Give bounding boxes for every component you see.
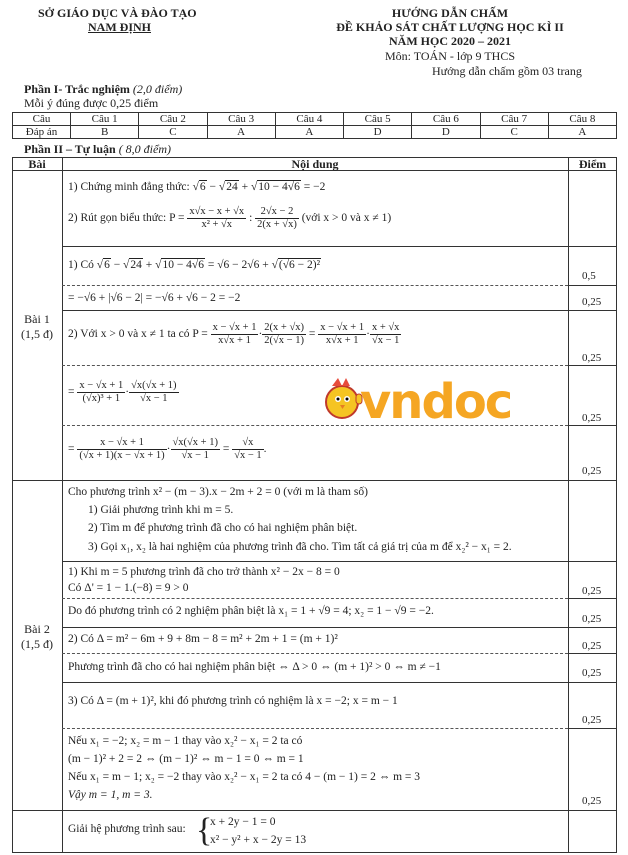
- divider: [62, 598, 568, 599]
- score: 0,25: [582, 296, 602, 308]
- bai2-s1c: Do đó phương trình có 2 nghiệm phân biệt là x₁ = 1 + √9 = 4; x₂ = 1 − √9 = −2.: [68, 605, 434, 617]
- divider: [568, 653, 617, 654]
- col-header-score: Điểm: [578, 157, 607, 171]
- answer-cell: B: [71, 126, 139, 139]
- bai2-s3c: (m − 1)² + 2 = 2 ⇔ (m − 1)² ⇔ m − 1 = 0 ⇔ m = 1: [68, 753, 304, 765]
- question-cell: Câu 5: [344, 113, 412, 126]
- divider: [62, 365, 568, 366]
- bai1-q2: 2) Rút gọn biểu thức: P = $\frac{x√x - x + √x}{\text{x² + √x}}$ : $\frac{2√x - 2}{2(x + √x)}$ (với x > 0 và x ≠ 1): [68, 206, 392, 230]
- divider: [62, 246, 617, 247]
- part2-heading: [24, 142, 171, 157]
- divider: [568, 365, 617, 366]
- bai1-q2-condition: (với x > 0 và x ≠ 1): [301, 212, 392, 225]
- divider: [62, 561, 617, 562]
- question-cell: Câu 6: [412, 113, 480, 126]
- part1-title: Phần I- Trắc nghiệm: [24, 82, 130, 96]
- answer-table-question-row: [13, 113, 617, 126]
- answer-cell: D: [344, 126, 412, 139]
- part1-points: (2,0 điểm): [132, 82, 183, 96]
- bai1-s2: 2) Với x > 0 và x ≠ 1 ta có P = $\frac{x - √x + 1}{x√x + 1}$ · $\frac{2(x + √x)}{2(√x - 1)}$ = $\frac{x - √x + 1}{x√x + 1}$ · $\frac{x + √x}{√x - 1}$: [68, 322, 400, 346]
- bai1-s1: 1) Có √6 − √24 + √10 − 4√6 = √6 − 2√6 + √(√6 − 2)²: [68, 259, 321, 271]
- bai3-eq2: x² − y² + x − 2y = 13: [210, 834, 307, 846]
- score: 0,25: [582, 465, 602, 477]
- question-cell: Câu 7: [480, 113, 548, 126]
- score: 0,25: [582, 795, 602, 807]
- score: 0,25: [582, 714, 602, 726]
- divider: [568, 285, 617, 286]
- bai2-s3b: Nếu x₁ = −2; x₂ = m − 1 thay vào x₂² − x₁ = 2 ta có: [68, 735, 303, 747]
- subject-line: Môn: TOÁN - lớp 9 THCS: [384, 49, 516, 63]
- question-cell: Câu 3: [207, 113, 275, 126]
- answer-cell: A: [275, 126, 343, 139]
- divider: [12, 480, 617, 481]
- bai1-s1-label: 1) Có: [68, 259, 94, 271]
- divider: [62, 285, 568, 286]
- bai2-q2: 2) Tìm m để phương trình đã cho có hai nghiệm phân biệt.: [88, 522, 358, 534]
- divider: [62, 627, 617, 628]
- bai2-s1b: Có Δ' = 1 − 1.(−8) = 9 > 0: [68, 582, 189, 594]
- answer-table: [12, 112, 617, 139]
- question-cell: Câu 4: [275, 113, 343, 126]
- department-name: SỞ GIÁO DỤC VÀ ĐÀO TẠO: [38, 6, 197, 20]
- divider: [568, 598, 617, 599]
- part2-points: ( 8,0 điểm): [118, 142, 172, 156]
- score: 0,25: [582, 667, 602, 679]
- divider: [568, 425, 617, 426]
- bai2-points: (1,5 đ): [21, 637, 53, 651]
- part1-note: Mỗi ý đúng được 0,25 điểm: [24, 96, 159, 110]
- bai1-points: (1,5 đ): [21, 327, 53, 341]
- exam-title: ĐỀ KHẢO SÁT CHẤT LƯỢNG HỌC KÌ II: [336, 20, 564, 34]
- bai1-s2-step3: = $\frac{x - √x + 1}{(√x + 1)(x - √x + 1)}$ · $\frac{√x(√x + 1)}{√x - 1}$ = $\frac{√x}{√x - 1}$ .: [68, 437, 267, 461]
- bai1-q1: 1) Chứng minh đẳng thức: √6 − √24 + √10 − 4√6 = −2: [68, 181, 326, 193]
- score: 0,5: [582, 270, 596, 282]
- bai2-s3e: Vậy m = 1, m = 3.: [68, 789, 153, 801]
- bai2-s2b: Phương trình đã cho có hai nghiệm phân biệt ⇔ Δ > 0 ⇔ (m + 1)² > 0 ⇔ m ≠ −1: [68, 661, 441, 673]
- col-header-bai: Bài: [28, 157, 46, 171]
- answer-cell: C: [480, 126, 548, 139]
- divider: [62, 728, 568, 729]
- answer-table-answer-row: [13, 126, 617, 139]
- bai1-q2-label: 2) Rút gọn biểu thức: P =: [68, 212, 185, 225]
- system-brace: {: [196, 812, 213, 849]
- divider: [62, 157, 63, 853]
- bai1-s2-step2: = $\frac{x - √x + 1}{\text{(√x)³ + 1}}$ · $\frac{√x(√x + 1)}{√x - 1}$: [68, 380, 177, 404]
- bai1-label-block: [12, 312, 62, 342]
- answer-cell: A: [548, 126, 616, 139]
- page-count-note: Hướng dẫn chấm gồm 03 trang: [432, 64, 582, 78]
- col-header-content: Nội dung: [291, 157, 339, 171]
- bai3-eq1: x + 2y − 1 = 0: [210, 816, 276, 828]
- bai3-intro: Giải hệ phương trình sau:: [68, 823, 186, 835]
- question-cell: Câu 8: [548, 113, 616, 126]
- bai2-s3a: 3) Có Δ = (m + 1)², khi đó phương trình có nghiệm là x = −2; x = m − 1: [68, 695, 398, 707]
- part2-title: Phần II – Tự luận: [24, 142, 116, 156]
- bai2-q1: 1) Giải phương trình khi m = 5.: [88, 504, 234, 516]
- question-cell: Câu 2: [139, 113, 207, 126]
- divider: [62, 653, 568, 654]
- divider: [62, 310, 617, 311]
- answer-cell: C: [139, 126, 207, 139]
- answer-cell: A: [207, 126, 275, 139]
- score: 0,25: [582, 585, 602, 597]
- score: 0,25: [582, 613, 602, 625]
- row-label-question: Câu: [13, 113, 71, 126]
- bai2-s2a: 2) Có Δ = m² − 6m + 9 + 8m − 8 = m² + 2m + 1 = (m + 1)²: [68, 633, 338, 645]
- score: 0,25: [582, 640, 602, 652]
- score: 0,25: [582, 352, 602, 364]
- divider: [12, 810, 617, 811]
- divider: [62, 682, 617, 683]
- bai2-q3: 3) Gọi x₁, x₂ là hai nghiệm của phương trình đã cho. Tìm tất cả giá trị của m để x₂² − x₁ = 2.: [88, 541, 512, 553]
- score: 0,25: [582, 412, 602, 424]
- bai1-label: Bài 1: [24, 312, 50, 326]
- school-year: NĂM HỌC 2020 – 2021: [389, 34, 511, 48]
- bai2-intro: Cho phương trình x² − (m − 3).x − 2m + 2 = 0 (với m là tham số): [68, 486, 368, 498]
- bai2-s1a: 1) Khi m = 5 phương trình đã cho trở thành x² − 2x − 8 = 0: [68, 566, 340, 578]
- bai1-q1-label: 1) Chứng minh đẳng thức:: [68, 181, 190, 193]
- row-label-answer: Đáp án: [13, 126, 71, 139]
- answer-cell: D: [412, 126, 480, 139]
- question-cell: Câu 1: [71, 113, 139, 126]
- bai2-label-block: [12, 622, 62, 652]
- divider: [568, 728, 617, 729]
- doc-title: HƯỚNG DẪN CHẤM: [391, 6, 509, 20]
- vndoc-wordmark: vndoc: [360, 374, 512, 430]
- divider: [568, 157, 569, 853]
- bai1-s2-label: 2) Với x > 0 và x ≠ 1 ta có P =: [68, 328, 208, 341]
- bai2-label: Bài 2: [24, 622, 50, 636]
- bai2-s3d: Nếu x₁ = m − 1; x₂ = −2 thay vào x₂² − x₁ = 2 ta có 4 − (m − 1) = 2 ⇔ m = 3: [68, 771, 420, 783]
- part1-heading: [24, 82, 182, 97]
- bai1-s1-cont: = −√6 + |√6 − 2| = −√6 + √6 − 2 = −2: [68, 292, 241, 304]
- province-name: NAM ĐỊNH: [88, 20, 151, 34]
